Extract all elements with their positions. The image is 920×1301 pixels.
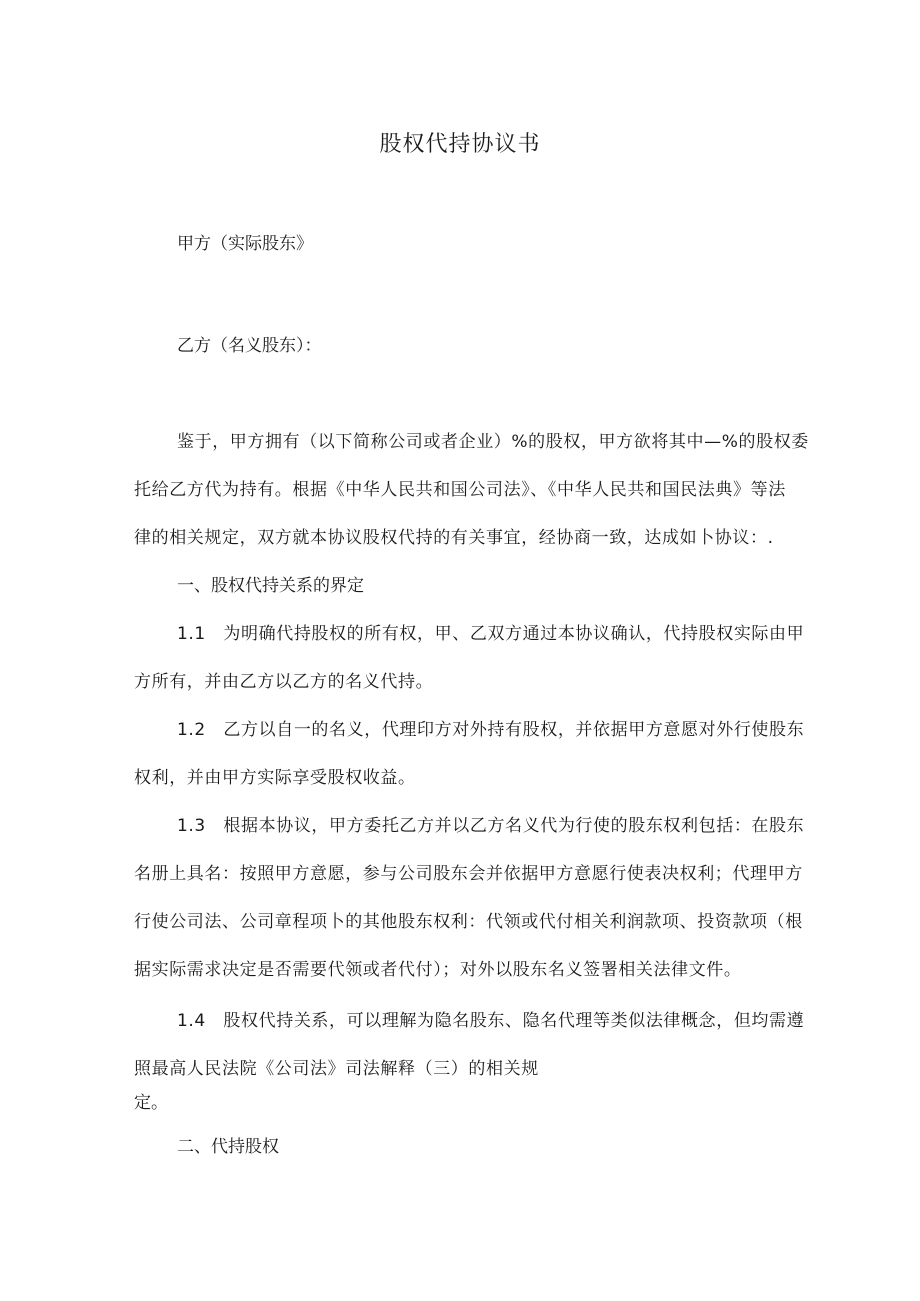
clause-1-4-line-2: 照最高人民法院《公司法》司法解释（三）的相关规 [134, 1059, 539, 1079]
party-b-line: 乙方（名义股东）： [177, 336, 322, 356]
preamble-line-3: 律的相关规定，双方就本协议股权代持的有关事宜，经协商一致，达成如卜协议：. [134, 528, 774, 548]
preamble-line-1: 鉴于，甲方拥有（以下简称公司或者企业）%的股权，甲方欲将其中—%的股权委 [177, 432, 809, 452]
document-title: 股权代持协议书 [379, 132, 541, 157]
clause-1-3-line-4: 据实际需求决定是否需要代领或者代付）；对外以股东名义签署相关法律文件。 [134, 960, 742, 980]
party-a-line: 甲方（实际股东》 [177, 234, 313, 254]
preamble-line-2: 托给乙方代为持有。根据《中华人民共和国公司法》、《中华人民共和国民法典》等法 [134, 480, 786, 500]
clause-1-3-line-3: 行使公司法、公司章程项卜的其他股东权利：代领或代付相关利润款项、投资款项（根 [134, 912, 803, 932]
clause-1-3-line-2: 名册上具名：按照甲方意愿，参与公司股东会并依据甲方意愿行使表决权利；代理甲方 [134, 864, 803, 884]
clause-1-1-line-1: 1.1 为明确代持股权的所有权，甲、乙双方通过本协议确认，代持股权实际由甲 [177, 624, 805, 644]
clause-1-2-line-2: 权利，并由甲方实际享受股权收益。 [134, 768, 416, 788]
clause-1-2-line-1: 1.2 乙方以自一的名义，代理印方对外持有股权，并依据甲方意愿对外行使股东 [177, 720, 805, 740]
clause-1-4-line-1: 1.4 股权代持关系，可以理解为隐名股东、隐名代理等类似法律概念，但均需遵 [177, 1011, 805, 1031]
section-2-heading: 二、代持股权 [177, 1137, 279, 1157]
clause-1-4-line-3: 定。 [134, 1093, 168, 1113]
section-1-heading: 一、股权代持关系的界定 [177, 576, 364, 596]
clause-1-3-line-1: 1.3 根据本协议，甲方委托乙方并以乙方名义代为行使的股东权利包括：在股东 [177, 816, 805, 836]
clause-1-1-line-2: 方所有，并由乙方以乙方的名义代持。 [134, 672, 434, 692]
